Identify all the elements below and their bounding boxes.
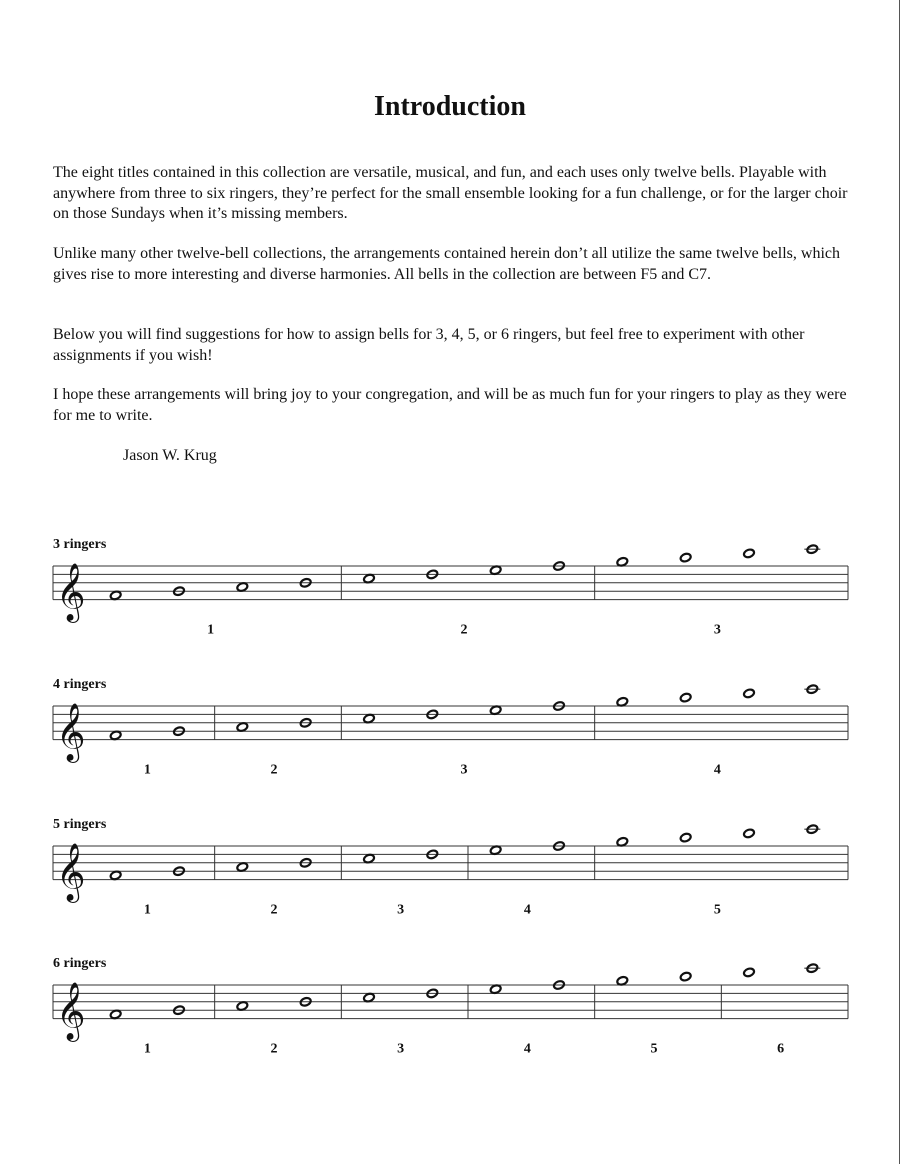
ringer-number-label: 5: [713, 902, 721, 918]
whole-note-E6: [490, 845, 502, 855]
ringer-number-label: 1: [143, 762, 151, 778]
page-title: Introduction: [374, 90, 526, 122]
whole-note-A5: [236, 722, 248, 732]
whole-note-F5: [110, 870, 122, 880]
whole-note-B6: [743, 688, 755, 698]
whole-note-G6: [616, 976, 628, 986]
section-label-3-ringers: 3 ringers: [53, 537, 107, 552]
whole-note-E6: [490, 984, 502, 994]
whole-note-C6: [363, 992, 375, 1002]
intro-paragraph-2: Unlike many other twelve-bell collections, the arrangements contained herein don’t all utilize the same twelve bells, which gives rise to more interesting and diverse harmonies. All bells in the collection are between F5 and C7.: [53, 245, 840, 283]
whole-note-F5: [110, 730, 122, 740]
whole-note-E6: [490, 705, 502, 715]
ringer-number-label: 5: [650, 1041, 658, 1057]
treble-clef-icon: 𝄞: [56, 981, 86, 1040]
whole-note-F5: [110, 1009, 122, 1019]
ringer-number-label: 2: [270, 902, 278, 918]
whole-note-G6: [616, 557, 628, 567]
treble-clef-icon: 𝄞: [56, 702, 86, 761]
section-label-6-ringers: 6 ringers: [53, 956, 107, 971]
whole-note-A5: [236, 862, 248, 872]
section-label-4-ringers: 4 ringers: [53, 677, 107, 692]
section-label-5-ringers: 5 ringers: [53, 817, 107, 832]
whole-note-A5: [236, 582, 248, 592]
whole-note-G6: [616, 697, 628, 707]
ringer-number-label: 1: [207, 622, 215, 638]
signature: Jason W. Krug: [123, 447, 217, 464]
whole-note-A6: [680, 692, 692, 702]
whole-note-C6: [363, 853, 375, 863]
whole-note-A6: [680, 832, 692, 842]
whole-note-A6: [680, 552, 692, 562]
ringer-number-label: 4: [713, 762, 721, 778]
ringer-number-label: 1: [143, 902, 151, 918]
ringer-number-label: 4: [523, 902, 531, 918]
intro-paragraph-1: The eight titles contained in this collection are versatile, musical, and fun, and each uses only twelve bells. Playable with anywhere from three to six ringers, they’re perfect for the small ensemble looking for a fun challenge, or for the larger choir on those Sundays when it’s missing members.: [53, 164, 848, 222]
whole-note-B6: [743, 967, 755, 977]
whole-note-E6: [490, 565, 502, 575]
whole-note-C6: [363, 713, 375, 723]
intro-paragraph-3: Below you will find suggestions for how to assign bells for 3, 4, 5, or 6 ringers, but feel free to experiment with other assignments if you wish!: [53, 326, 805, 364]
ringer-number-label: 2: [270, 1041, 278, 1057]
treble-clef-icon: 𝄞: [56, 562, 86, 621]
whole-note-A5: [236, 1001, 248, 1011]
whole-note-A6: [680, 971, 692, 981]
ringer-number-label: 1: [143, 1041, 151, 1057]
ringer-number-label: 2: [460, 622, 468, 638]
ringer-number-label: 3: [713, 622, 721, 638]
ringer-number-label: 3: [397, 902, 405, 918]
whole-note-C6: [363, 573, 375, 583]
ringer-number-label: 3: [460, 762, 468, 778]
whole-note-F5: [110, 590, 122, 600]
whole-note-G6: [616, 837, 628, 847]
whole-note-B6: [743, 548, 755, 558]
treble-clef-icon: 𝄞: [56, 842, 86, 901]
intro-paragraph-4: I hope these arrangements will bring joy to your congregation, and will be as much fun for your ringers to play as they were for me to write.: [53, 386, 847, 424]
ringer-number-label: 4: [523, 1041, 531, 1057]
ringer-number-label: 2: [270, 762, 278, 778]
ringer-number-label: 3: [397, 1041, 405, 1057]
whole-note-B6: [743, 828, 755, 838]
ringer-number-label: 6: [777, 1041, 785, 1057]
